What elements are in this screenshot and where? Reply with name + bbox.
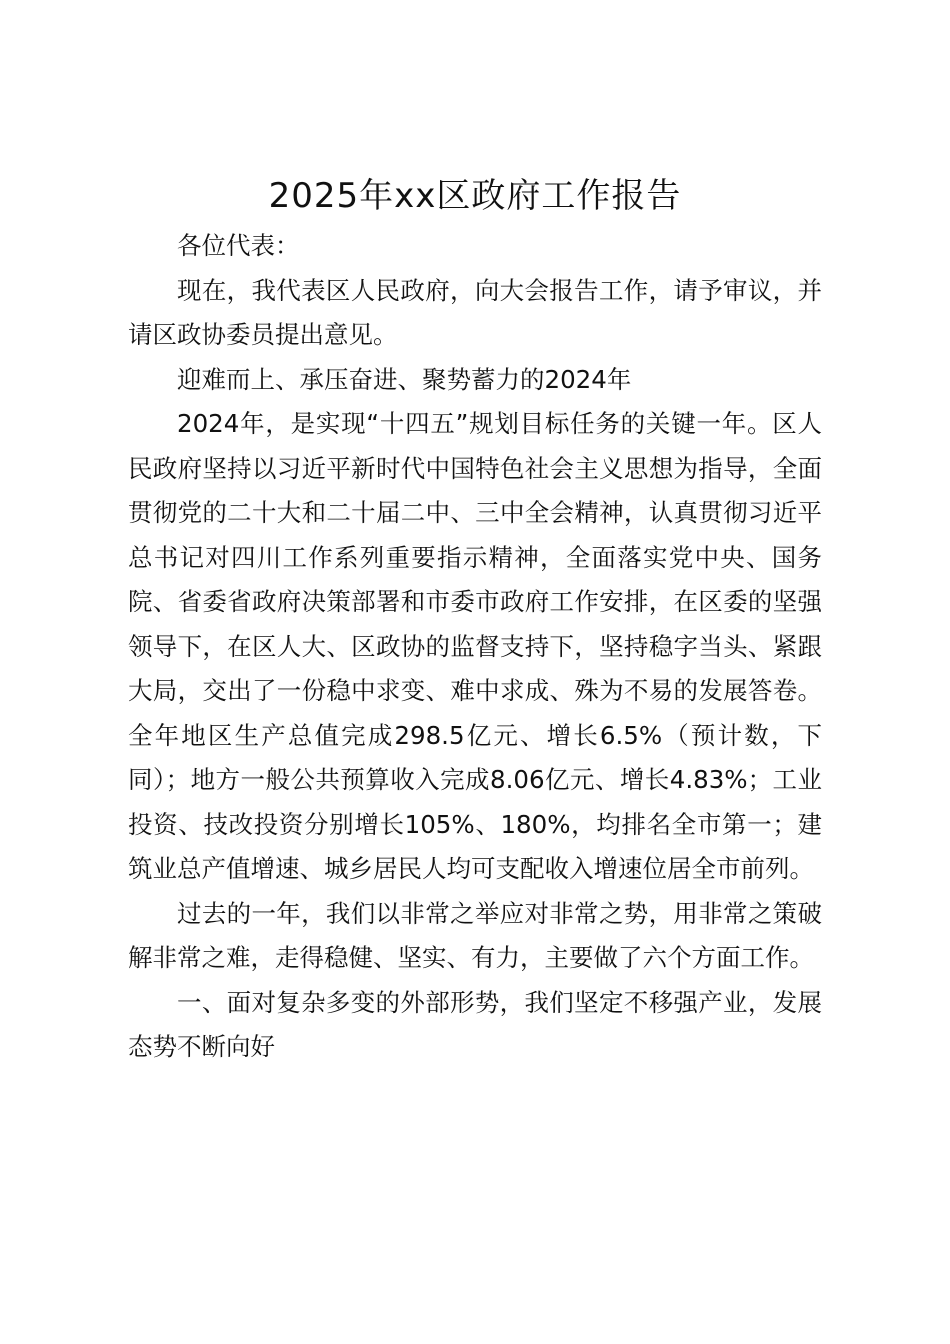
paragraph-summary: 过去的一年，我们以非常之举应对非常之势，用非常之策破解非常之难，走得稳健、坚实、有力，主要做了六个方面工作。 <box>128 898 822 972</box>
document-body <box>128 224 822 1070</box>
paragraph-salutation: 各位代表： <box>177 231 300 260</box>
document-title: 2025年xx区政府工作报告 <box>268 176 682 216</box>
paragraph-opening: 现在，我代表区人民政府，向大会报告工作，请予审议，并请区政协委员提出意见。 <box>128 275 822 349</box>
paragraph-review: 2024年，是实现“十四五”规划目标任务的关键一年。区人民政府坚持以习近平新时代中国特色社会主义思想为指导，全面贯彻党的二十大和二十届二中、三中全会精神，认真贯彻习近平总书记对四川工作系列重要指示精神，全面落实党中央、国务院、省委省政府决策部署和市委市政府工作安排，在区委的坚强领导下，在区人大、区政协的监督支持下，坚持稳字当头、紧跟大局，交出了一份稳中求变、难中求成、殊为不易的发展答卷。全年地区生产总值完成298.5亿元、增长6.5%（预计数，下同）；地方一般公共预算收入完成8.06亿元、增长4.83%；工业投资、技改投资分别增长105%、180%，均排名全市第一；建筑业总产值增速、城乡居民人均可支配收入增速位居全市前列。 <box>128 409 822 883</box>
paragraph-part-one-heading: 一、面对复杂多变的外部形势，我们坚定不移强产业，发展态势不断向好 <box>128 987 822 1061</box>
paragraph-section-heading: 迎难而上、承压奋进、聚势蓄力的2024年 <box>177 364 632 394</box>
